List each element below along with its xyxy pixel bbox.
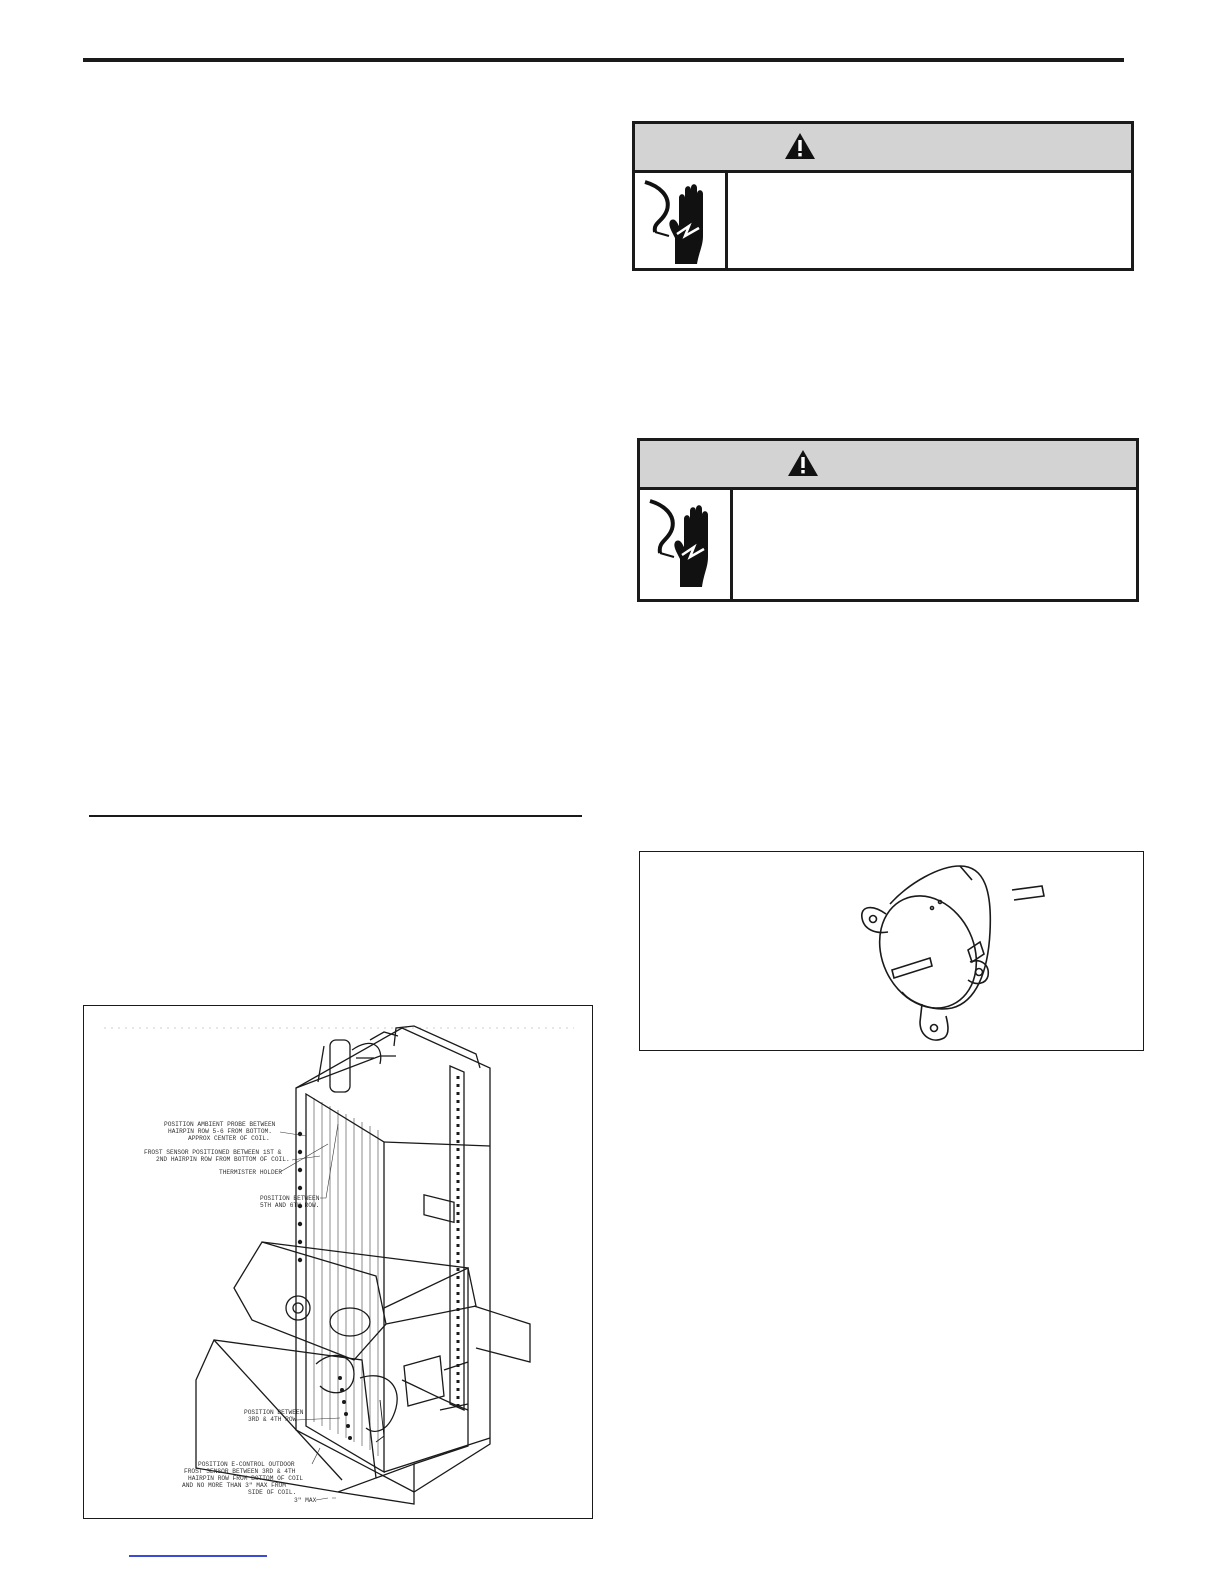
warning-triangle-icon [786,448,820,478]
warning-triangle-icon [783,131,817,161]
position-5-6-label: POSITION BETWEEN 5TH AND 6TH ROW. [260,1195,320,1209]
fan-motor-illustration [640,852,1145,1052]
position-3-4-label: POSITION BETWEEN 3RD & 4TH ROW [244,1409,304,1423]
page-link-underline[interactable] [129,1555,267,1557]
section-rule [89,815,582,817]
warning-icon-cell [640,487,733,599]
e-control-label: POSITION E-CONTROL OUTDOOR FROST SENSOR BETWEEN 3RD & 4TH HAIRPIN ROW FROM BOTTOM OF COIL AND NO MORE THAN 3" MAX FROM SIDE OF COIL. [182,1461,304,1496]
frost-sensor-label: FROST SENSOR POSITIONED BETWEEN 1ST & 2ND HAIRPIN ROW FROM BOTTOM OF COIL. [144,1149,290,1163]
electrical-shock-hand-icon [641,176,721,266]
max-dimension-label: 3" MAX [294,1497,317,1504]
upper-labels [144,1121,338,1209]
warning-header [635,124,1131,173]
thermister-holder-label: THERMISTER HOLDER [219,1169,283,1176]
warning-header [640,441,1136,490]
top-rule [83,58,1124,62]
electrical-shock-hand-icon [646,493,726,589]
ambient-probe-label: POSITION AMBIENT PROBE BETWEEN HAIRPIN ROW 5-6 FROM BOTTOM. APPROX CENTER OF COIL. [164,1121,276,1142]
unit-diagram [84,1006,592,1518]
warning-box-2 [637,438,1139,602]
warning-icon-cell [635,170,728,268]
sensor-position-figure [83,1005,593,1519]
fan-motor-figure [639,851,1144,1051]
warning-box-1 [632,121,1134,271]
lower-labels [182,1409,340,1504]
